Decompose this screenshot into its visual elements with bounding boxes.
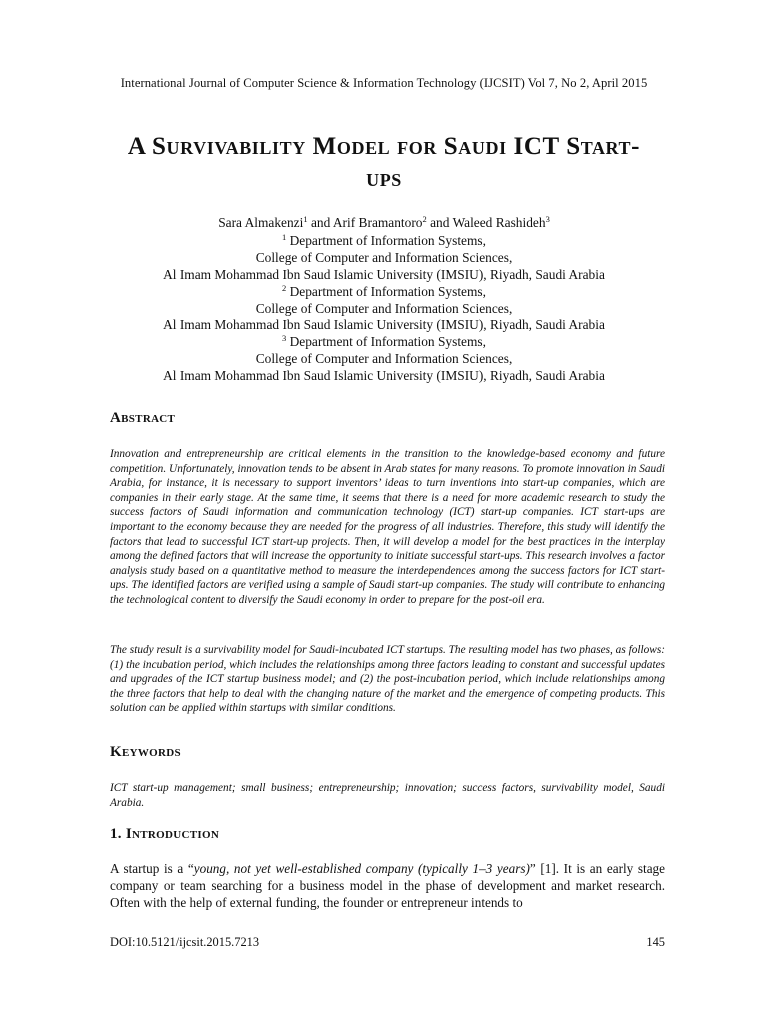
page-number: 145 xyxy=(646,935,665,949)
abstract-paragraph-2: The study result is a survivability model for Saudi-incubated ICT startups. The resulting model has two phases, as follows: (1) the incubation period, which includes the relationships among three factors leading to constant and successful updates and upgrades of the ICT startup business model; and (2) the post-incubation period, which include relationships among the three factors that help to deal with the changing nature of the market and the emergence of competing products. This solution can be applied within startups with similar conditions. xyxy=(110,644,665,715)
keywords-heading: Keywords xyxy=(110,744,181,760)
running-head: International Journal of Computer Science & Information Technology (IJCSIT) Vol 7, No 2, April 2015 xyxy=(120,76,648,90)
section-title: Introduction xyxy=(125,826,220,842)
author-sup: 2 xyxy=(422,214,427,224)
author-name: Arif Bramantoro xyxy=(332,215,423,230)
affiliation-sup: 1 xyxy=(282,231,287,242)
affiliation-college: College of Computer and Information Sciences, xyxy=(255,249,513,265)
intro-text-start: A startup is a “ xyxy=(110,861,194,876)
title-line-1: A Survivability Model for Saudi ICT Start- xyxy=(127,133,641,160)
intro-quote: young, not yet well-established company (typically 1–3 years) xyxy=(193,861,530,876)
affiliation-2 xyxy=(60,284,708,335)
affiliation-sup: 2 xyxy=(282,282,287,293)
paper-title xyxy=(60,131,708,195)
affiliation-dept: Department of Information Systems, xyxy=(286,283,486,299)
doi: DOI:10.5121/ijcsit.2015.7213 xyxy=(110,935,260,949)
affiliation-3 xyxy=(60,334,708,385)
affiliation-sup: 3 xyxy=(282,333,287,344)
intro-text-rest: ” [1]. It is an early stage company or team searching for a business model in the phase of development and market research. Often with the help of external funding, the founder or entrepreneur intends to xyxy=(110,861,665,910)
abstract-paragraph-1: Innovation and entrepreneurship are critical elements in the transition to the knowledge-based economy and future competition. Unfortunately, innovation tends to be absent in Arab states for many reasons. To promote innovation in Saudi Arabia, for instance, it is necessary to support inventors’ ideas to turn inventions into start-up companies, which are companies in their early stage. At the same time, it seems that there is a need for more academic research to study the success factors of Saudi information and communication technology (ICT) start-up companies. ICT start-ups are important to the economy because they are needed for the progress of all industries. Therefore, this study will identify the factors that lead to successful ICT start-up projects. Then, it will develop a model for the best practices in the interplay among the defined factors that will increase the opportunity to initiate successful start-ups. This research involves a factor analysis study based on a quantitative method to measure the interdependences among the success factors for ICT start-ups. The identified factors are verified using a sample of Saudi start-up companies. The study will contribute to enhancing the technological content to diversify the Saudi economy in order to prepare for the post-oil era. xyxy=(110,448,665,606)
authors-block xyxy=(60,215,708,385)
affiliation-univ: Al Imam Mohammad Ibn Saud Islamic University (IMSIU), Riyadh, Saudi Arabia xyxy=(163,368,605,384)
author-list xyxy=(60,215,708,232)
affiliation-1 xyxy=(60,233,708,284)
author-sep: and xyxy=(307,215,333,230)
author-sup: 1 xyxy=(303,214,308,224)
author-sup: 3 xyxy=(545,214,550,224)
section-number: 1. xyxy=(110,826,126,842)
author-name: Waleed Rashideh xyxy=(452,215,546,230)
abstract-heading: Abstract xyxy=(110,410,176,426)
title-line-2: ups xyxy=(366,165,402,192)
author-name: Sara Almakenzi xyxy=(218,215,304,230)
affiliation-college: College of Computer and Information Sciences, xyxy=(255,300,513,316)
keywords-text: ICT start-up management; small business; entrepreneurship; innovation; success factors, survivability model, Saudi Arabia. xyxy=(110,782,665,809)
affiliation-univ: Al Imam Mohammad Ibn Saud Islamic University (IMSIU), Riyadh, Saudi Arabia xyxy=(163,317,605,333)
affiliation-dept: Department of Information Systems, xyxy=(286,334,486,350)
affiliation-univ: Al Imam Mohammad Ibn Saud Islamic University (IMSIU), Riyadh, Saudi Arabia xyxy=(163,266,605,282)
affiliation-dept: Department of Information Systems, xyxy=(286,232,486,248)
introduction-heading xyxy=(110,826,219,843)
introduction-paragraph xyxy=(110,860,665,911)
affiliation-college: College of Computer and Information Sciences, xyxy=(255,351,513,367)
author-sep: and xyxy=(426,215,453,230)
